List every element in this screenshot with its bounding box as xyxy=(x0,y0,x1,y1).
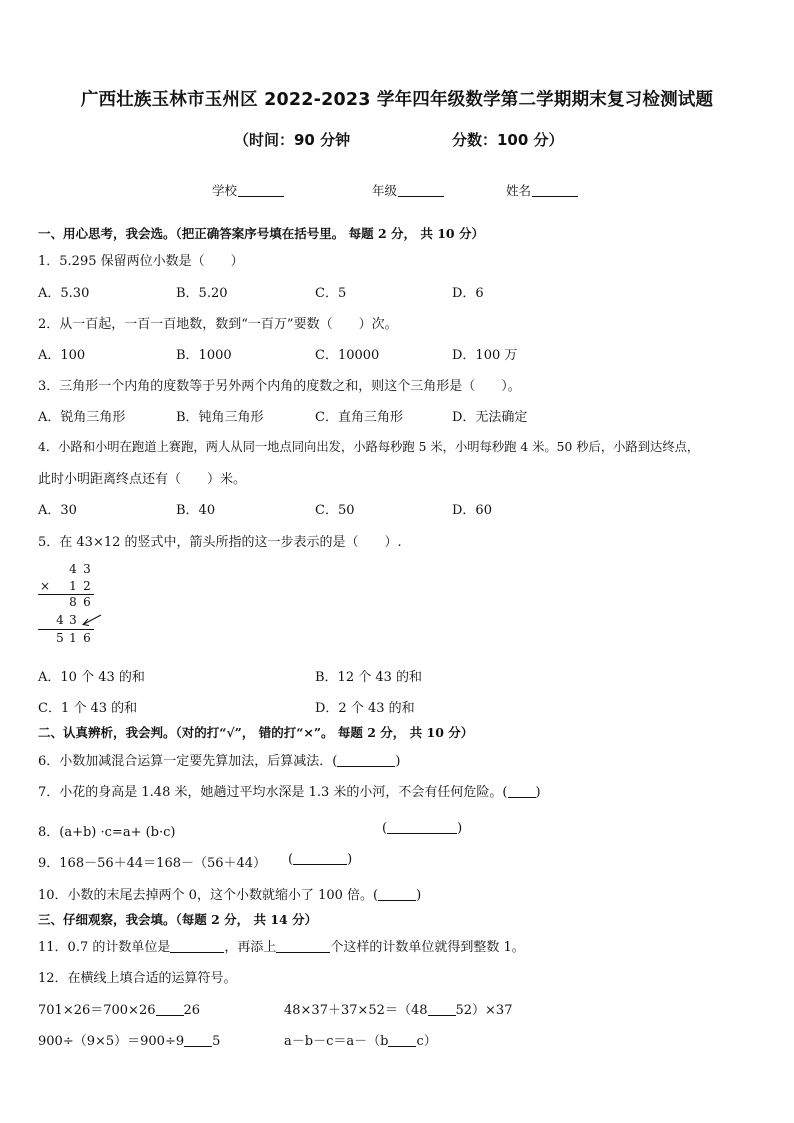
calc-digit: 1 xyxy=(69,579,77,593)
q12-expression-2 xyxy=(284,999,512,1018)
q5-option-d[interactable]: D．2 个 43 的和 xyxy=(315,701,415,716)
q12-expression-3 xyxy=(38,1030,220,1049)
q1-option-b[interactable]: B．5.20 xyxy=(176,286,228,301)
calc-digit: 2 xyxy=(83,579,91,593)
calc-digit: 4 xyxy=(69,562,77,576)
q3-option-b[interactable]: B．钝角三角形 xyxy=(176,410,264,425)
q5-option-c[interactable]: C．1 个 43 的和 xyxy=(38,701,138,716)
question-9: 9．168－56＋44＝168－（56＋44） xyxy=(38,856,267,871)
q3-option-d[interactable]: D．无法确定 xyxy=(452,410,528,425)
question-11-part1: 11．0.7 的计数单位是 xyxy=(38,940,171,955)
q12-expression-1 xyxy=(38,999,200,1018)
q7-close: ) xyxy=(535,785,541,800)
q5-option-a[interactable]: A．10 个 43 的和 xyxy=(38,670,145,685)
question-4-line2: 此时小明距离终点还有（ ）米。 xyxy=(38,472,247,487)
q3-option-c[interactable]: C．直角三角形 xyxy=(315,410,403,425)
expr1-right: 26 xyxy=(183,1003,201,1018)
q2-option-c[interactable]: C．10000 xyxy=(315,348,380,363)
question-5: 5．在 43×12 的竖式中，箭头所指的这一步表示的是（ ）. xyxy=(38,535,402,550)
q4-option-b[interactable]: B．40 xyxy=(176,503,216,518)
q10-answer-blank[interactable] xyxy=(378,888,416,901)
question-7 xyxy=(38,781,541,800)
expr4-left: a－b－c＝a－（b xyxy=(284,1034,389,1049)
question-3: 3．三角形一个内角的度数等于另外两个内角的度数之和，则这个三角形是（ ）。 xyxy=(38,379,521,394)
question-10 xyxy=(38,884,421,903)
q2-option-a[interactable]: A．100 xyxy=(38,348,86,363)
expr1-blank[interactable] xyxy=(156,1003,184,1016)
q4-option-d[interactable]: D．60 xyxy=(452,503,492,518)
expr2-blank[interactable] xyxy=(428,1003,456,1016)
expr1-left: 701×26＝700×26 xyxy=(38,1003,156,1018)
q6-answer-blank[interactable] xyxy=(337,754,395,767)
question-11-part2: ，再添上 xyxy=(224,940,277,955)
expr2-left: 48×37＋37×52＝（48 xyxy=(284,1003,428,1018)
q4-option-a[interactable]: A．30 xyxy=(38,503,77,518)
calc-digit: 3 xyxy=(83,562,91,576)
q11-blank-2[interactable] xyxy=(276,940,330,953)
exam-title: 广西壮族玉林市玉州区 2022-2023 学年四年级数学第二学期期末复习检测试题 xyxy=(80,90,714,110)
school-blank[interactable] xyxy=(238,184,284,197)
q10-close: ) xyxy=(416,888,422,903)
q8-answer-blank[interactable] xyxy=(387,821,457,834)
calc-digit: 1 xyxy=(69,631,77,645)
q7-answer-blank[interactable] xyxy=(508,785,536,798)
q11-blank-1[interactable] xyxy=(170,940,224,953)
q8-close: ) xyxy=(457,821,463,836)
exam-score: 分数：100 分） xyxy=(452,131,564,149)
q2-option-b[interactable]: B．1000 xyxy=(176,348,232,363)
exam-time: （时间：90 分钟 xyxy=(234,131,351,149)
question-7-text: 7．小花的身高是 1.48 米，她趟过平均水深是 1.3 米的小河，不会有任何危险。( xyxy=(38,785,508,800)
question-4-line1: 4．小路和小明在跑道上赛跑，两人从同一地点同向出发，小路每秒跑 5 米，小明每秒跑 4 米。50 秒后，小路到达终点， xyxy=(38,440,700,454)
school-field xyxy=(212,181,284,199)
q9-answer xyxy=(288,852,352,867)
calc-digit: 6 xyxy=(83,595,91,609)
calc-digit: 8 xyxy=(69,595,77,609)
vertical-multiplication xyxy=(38,562,108,654)
expr4-blank[interactable] xyxy=(388,1034,416,1047)
question-8: 8．(a+b) ·c=a+ (b·c) xyxy=(38,825,176,840)
calc-rule xyxy=(38,629,94,630)
school-label: 学校 xyxy=(212,183,238,198)
q8-open: ( xyxy=(382,821,388,836)
calc-digit: 5 xyxy=(56,631,64,645)
q3-option-a[interactable]: A．锐角三角形 xyxy=(38,410,126,425)
q9-close: ) xyxy=(347,852,353,867)
section2-heading: 二、认真辨析，我会判。（对的打“√”， 错的打“×”。 每题 2 分， 共 10 分） xyxy=(38,725,474,740)
calc-digit: 6 xyxy=(83,631,91,645)
name-label: 姓名 xyxy=(506,183,532,198)
q4-option-c[interactable]: C．50 xyxy=(315,503,355,518)
expr3-blank[interactable] xyxy=(184,1034,212,1047)
expr4-right: c） xyxy=(416,1034,437,1049)
expr3-right: 5 xyxy=(212,1034,221,1049)
name-blank[interactable] xyxy=(532,184,578,197)
expr2-right: 52）×37 xyxy=(455,1003,513,1018)
q9-answer-blank[interactable] xyxy=(293,852,347,865)
question-6-text: 6．小数加减混合运算一定要先算加法，后算减法．( xyxy=(38,754,338,769)
grade-field xyxy=(372,181,444,199)
q1-option-a[interactable]: A．5.30 xyxy=(38,286,90,301)
q9-open: ( xyxy=(288,852,294,867)
question-10-text: 10．小数的末尾去掉两个 0，这个小数就缩小了 100 倍。( xyxy=(38,888,379,903)
q1-option-c[interactable]: C．5 xyxy=(315,286,347,301)
question-11-part3: 个这样的计数单位就得到整数 1。 xyxy=(330,940,525,955)
q1-option-d[interactable]: D．6 xyxy=(452,286,484,301)
question-2: 2．从一百起，一百一百地数，数到“一百万”要数（ ）次。 xyxy=(38,317,398,332)
question-11 xyxy=(38,936,525,955)
section3-heading: 三、仔细观察，我会填。（每题 2 分， 共 14 分） xyxy=(38,912,318,927)
q8-answer xyxy=(382,821,462,836)
q12-expression-4 xyxy=(284,1030,437,1049)
question-1: 1．5.295 保留两位小数是（ ） xyxy=(38,254,244,269)
name-field xyxy=(506,181,578,199)
question-6 xyxy=(38,750,400,769)
multiply-sign: × xyxy=(40,579,51,593)
expr3-left: 900÷（9×5）＝900÷9 xyxy=(38,1034,185,1049)
q6-close: ) xyxy=(395,754,401,769)
calc-digit: 3 xyxy=(69,613,77,627)
q2-option-d[interactable]: D．100 万 xyxy=(452,348,518,363)
question-12: 12．在横线上填合适的运算符号。 xyxy=(38,971,237,986)
arrow-icon xyxy=(78,612,104,630)
q5-option-b[interactable]: B．12 个 43 的和 xyxy=(315,670,423,685)
section1-heading: 一、用心思考，我会选。（把正确答案序号填在括号里。 每题 2 分， 共 10 分） xyxy=(38,226,484,241)
grade-blank[interactable] xyxy=(398,184,444,197)
calc-digit: 4 xyxy=(56,613,64,627)
grade-label: 年级 xyxy=(372,183,398,198)
